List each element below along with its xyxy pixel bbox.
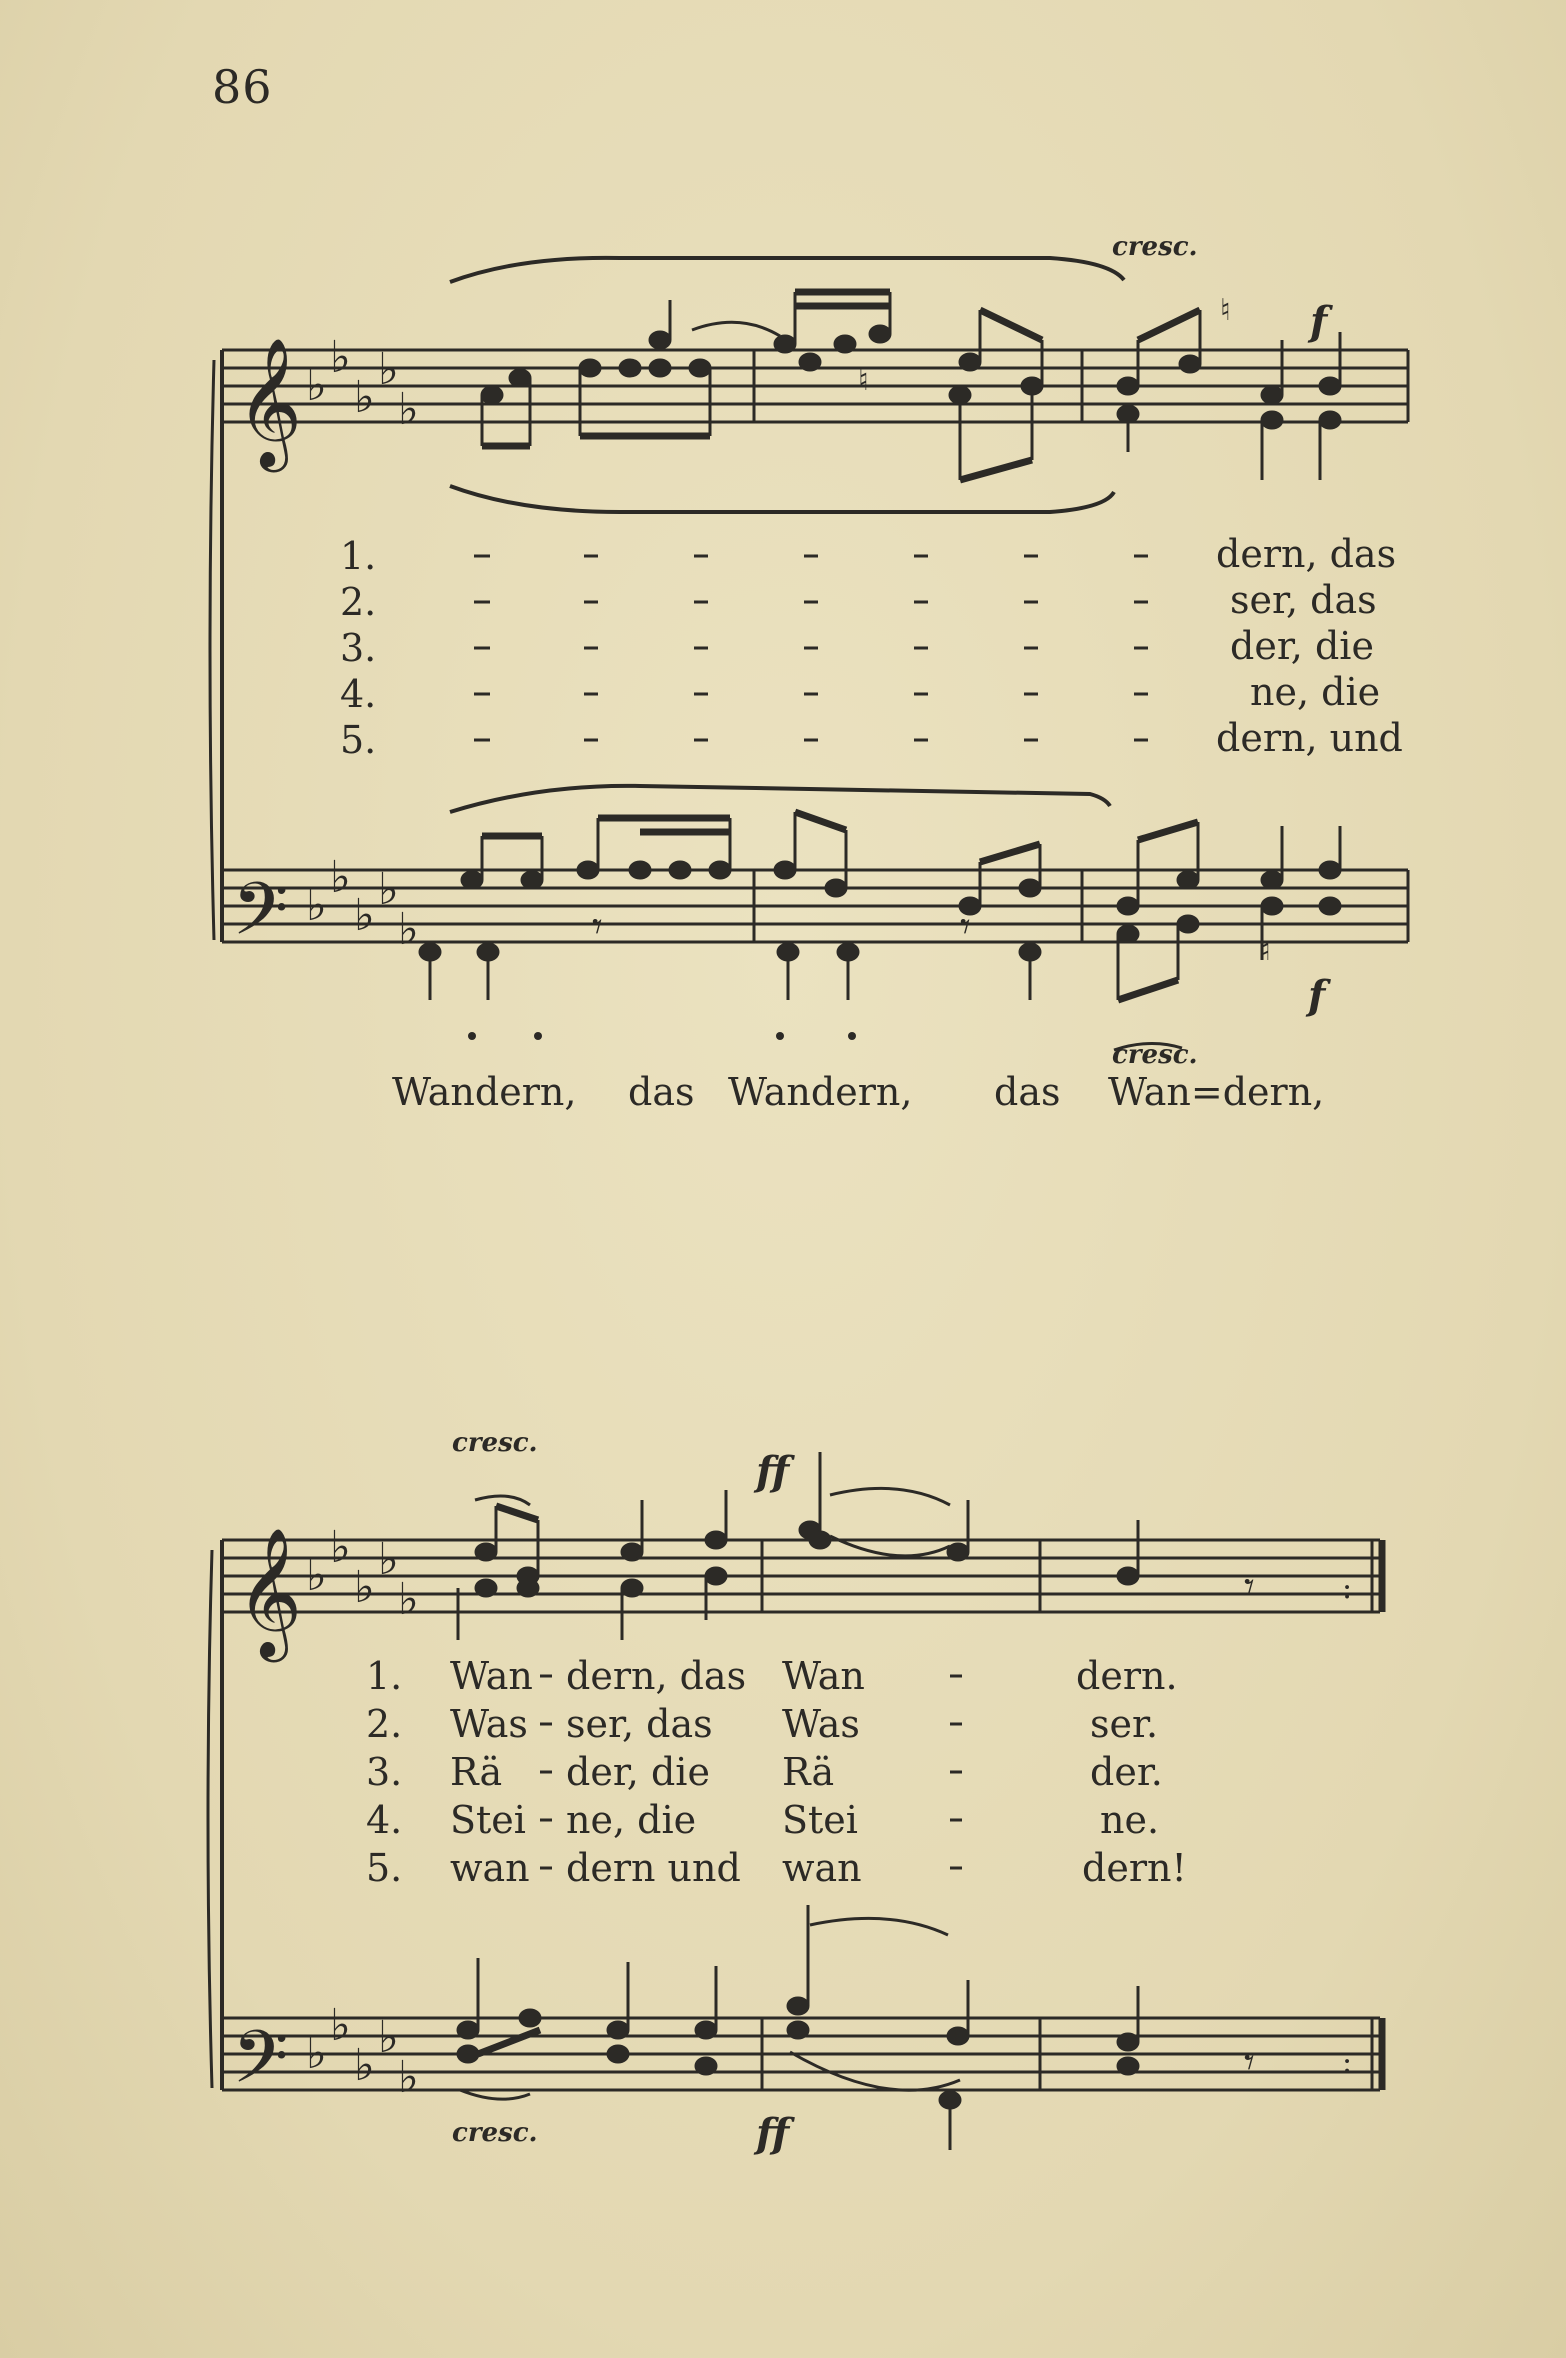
- verse-number: 3.: [340, 626, 377, 670]
- svg-text:♮: ♮: [858, 363, 869, 398]
- svg-text:♭: ♭: [330, 852, 351, 903]
- verse-syllable: ne, die: [566, 1798, 697, 1842]
- verse-syllable: Wan: [782, 1654, 865, 1698]
- svg-text:♭: ♭: [354, 1562, 375, 1613]
- svg-text:♭: ♭: [398, 904, 419, 955]
- verse-syllable: wan: [782, 1846, 862, 1890]
- verse-number: 5.: [340, 718, 377, 762]
- verse-syllable: ne.: [1100, 1798, 1160, 1842]
- verse-number: 2.: [340, 580, 377, 624]
- verse-ending: dern, das: [1216, 532, 1397, 576]
- svg-text:♭: ♭: [306, 360, 327, 411]
- verse-ending: ser, das: [1230, 578, 1377, 622]
- dynamic-forte: f: [1308, 972, 1326, 1019]
- page-number: 86: [212, 60, 273, 114]
- svg-text:𝄾: 𝄾: [960, 904, 971, 950]
- svg-text:𝄾: 𝄾: [1244, 1564, 1255, 1610]
- dynamic-fortissimo: ff: [756, 1448, 790, 1495]
- verse-syllable: Stei: [782, 1798, 858, 1842]
- verse-syllable: Stei: [450, 1798, 526, 1842]
- verse-syllable: Rä: [450, 1750, 503, 1794]
- verse-syllable: der, die: [566, 1750, 710, 1794]
- bass-clef-icon: 𝄢: [232, 866, 289, 969]
- dynamic-fortissimo: ff: [756, 2110, 790, 2157]
- svg-text::: :: [1342, 1571, 1353, 1606]
- svg-text:♭: ♭: [354, 372, 375, 423]
- svg-text:♭: ♭: [398, 384, 419, 435]
- svg-text:𝄾: 𝄾: [592, 904, 603, 950]
- verse-syllable: dern, das: [566, 1654, 747, 1698]
- verse-number: 1.: [366, 1654, 403, 1698]
- verse-syllable: Was: [782, 1702, 860, 1746]
- svg-text:♭: ♭: [330, 1522, 351, 1573]
- svg-text:♭: ♭: [378, 344, 399, 395]
- bass-lyric: das: [994, 1070, 1061, 1114]
- svg-text:♭: ♭: [354, 2040, 375, 2091]
- svg-text:𝄾: 𝄾: [1244, 2040, 1255, 2086]
- svg-text::: :: [1342, 2045, 1353, 2080]
- bass-lyric: Wandern,: [392, 1070, 577, 1114]
- svg-text:♭: ♭: [378, 1534, 399, 1585]
- bass-lyric: das: [628, 1070, 695, 1114]
- bass-lyric: Wan=dern,: [1108, 1070, 1325, 1114]
- verse-ending: dern, und: [1216, 716, 1403, 760]
- svg-text:♭: ♭: [330, 2000, 351, 2051]
- svg-text:♮: ♮: [1260, 933, 1271, 968]
- dynamic-forte: f: [1310, 298, 1328, 345]
- verse-syllable: der.: [1090, 1750, 1163, 1794]
- svg-text:♭: ♭: [398, 2052, 419, 2103]
- verse-number: 2.: [366, 1702, 403, 1746]
- treble-clef-icon: 𝄞: [236, 1527, 303, 1657]
- verse-syllable: Rä: [782, 1750, 835, 1794]
- verse-number: 4.: [366, 1798, 403, 1842]
- svg-text:♭: ♭: [398, 1574, 419, 1625]
- svg-text:♭: ♭: [306, 1550, 327, 1601]
- dynamic-cresc: cresc.: [452, 1428, 538, 1458]
- svg-text:♭: ♭: [306, 880, 327, 931]
- svg-text:♮: ♮: [1220, 293, 1231, 328]
- dynamic-cresc: cresc.: [452, 2118, 538, 2148]
- verse-number: 4.: [340, 672, 377, 716]
- bass-lyric: Wandern,: [728, 1070, 913, 1114]
- verse-syllable: Was: [450, 1702, 528, 1746]
- verse-number: 3.: [366, 1750, 403, 1794]
- verse-number: 1.: [340, 534, 377, 578]
- svg-text:♭: ♭: [330, 332, 351, 383]
- treble-clef-icon: 𝄞: [236, 337, 303, 467]
- svg-text:♭: ♭: [306, 2028, 327, 2079]
- verse-syllable: wan: [450, 1846, 530, 1890]
- svg-text:♭: ♭: [354, 890, 375, 941]
- verse-number: 5.: [366, 1846, 403, 1890]
- verse-syllable: Wan: [450, 1654, 533, 1698]
- bass-clef-icon: 𝄢: [232, 2014, 289, 2117]
- verse-syllable: ser.: [1090, 1702, 1159, 1746]
- verse-ending: der, die: [1230, 624, 1374, 668]
- verse-syllable: ser, das: [566, 1702, 713, 1746]
- verse-syllable: dern.: [1076, 1654, 1178, 1698]
- svg-text:♭: ♭: [378, 2012, 399, 2063]
- verse-ending: ne, die: [1250, 670, 1381, 714]
- dynamic-cresc: cresc.: [1112, 1040, 1198, 1070]
- verse-syllable: dern!: [1082, 1846, 1187, 1890]
- verse-syllable: dern und: [566, 1846, 741, 1890]
- dynamic-cresc: cresc.: [1112, 232, 1198, 262]
- svg-text:♭: ♭: [378, 864, 399, 915]
